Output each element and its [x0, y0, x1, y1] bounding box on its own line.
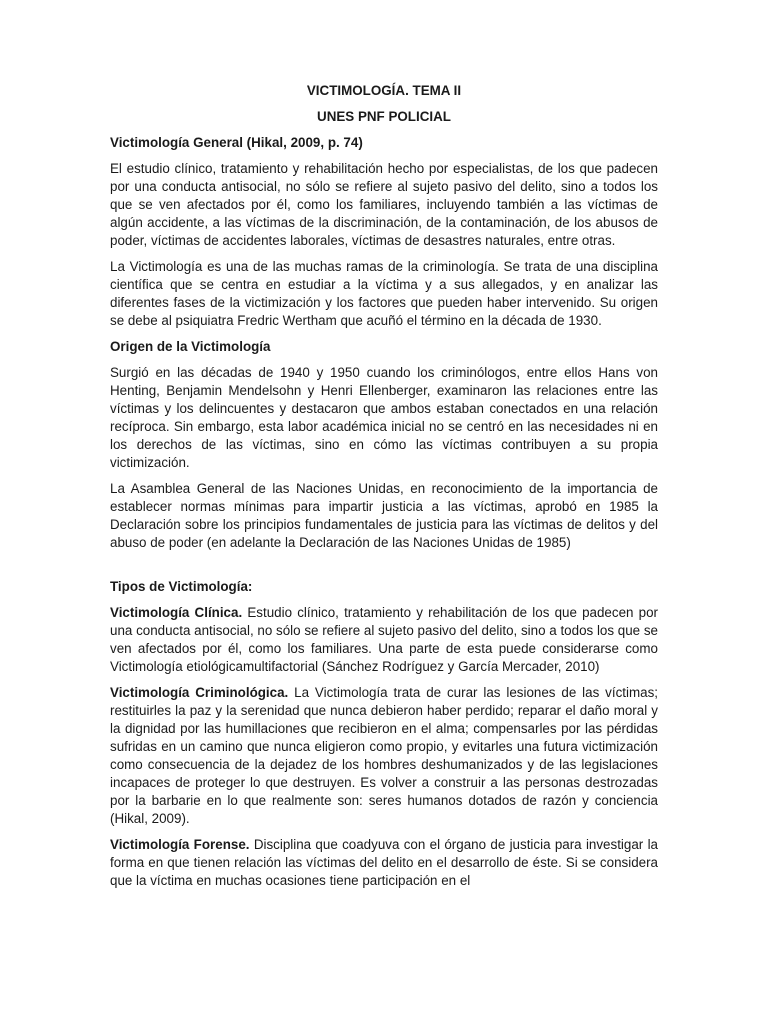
term-label: Victimología Clínica. — [110, 605, 243, 620]
section-heading-tipos: Tipos de Victimología: — [110, 579, 253, 594]
paragraph: La Victimología es una de las muchas ramas de la criminología. Se trata de una disciplina científica que se centra en estudiar a la víctima y a sus allegados, y en analizar las diferentes fases de la victimización y los factores que pueden haber intervenido. Su origen se debe al psiquiatra Fredric Wertham que acuñó el término en la década de 1930. — [110, 259, 658, 328]
document-title: VICTIMOLOGÍA. TEMA II — [306, 83, 462, 98]
paragraph-victimologia-forense — [110, 836, 658, 890]
term-label: Victimología Criminológica. — [110, 685, 289, 700]
term-definition: Disciplina que coadyuva con el órgano de justicia para investigar la forma en que tienen relación las víctimas del delito en el desarrollo de éste. Si se considera que la víctima en muchas ocasiones tiene participación en el — [110, 837, 658, 888]
paragraph-victimologia-criminologica — [110, 684, 658, 828]
paragraph: Surgió en las décadas de 1940 y 1950 cuando los criminólogos, entre ellos Hans von Henting, Benjamin Mendelsohn y Henri Ellenberger, examinaron las relaciones entre las víctimas y los delincuentes y destacaron que ambos estaban conectados en una relación recíproca. Sin embargo, esta labor académica inicial no se centró en las necesidades ni en los derechos de las víctimas, sino en cómo las víctimas contribuyen a su propia victimización. — [110, 365, 658, 470]
section-heading-victimologia-general: Victimología General (Hikal, 2009, p. 74) — [110, 135, 363, 150]
paragraph: La Asamblea General de las Naciones Unidas, en reconocimiento de la importancia de establecer normas mínimas para impartir justicia a las víctimas, aprobó en 1985 la Declaración sobre los principios fundamentales de justicia para las víctimas de delitos y del abuso de poder (en adelante la Declaración de las Naciones Unidas de 1985) — [110, 481, 658, 550]
term-label: Victimología Forense. — [110, 837, 250, 852]
document-page — [110, 82, 658, 898]
term-definition: Estudio clínico, tratamiento y rehabilitación de los que padecen por una conducta antisocial, no sólo se refiere al sujeto pasivo del delito, sino a todos los que se ven afectados por él, como los familiares. Una parte de esta puede considerarse como Victimología etiológicamultifactorial (Sánchez Rodríguez y García Mercader, 2010) — [110, 605, 659, 674]
spacer — [110, 560, 658, 578]
section-heading-origen: Origen de la Victimología — [110, 339, 271, 354]
term-definition: La Victimología trata de curar las lesiones de las víctimas; restituirles la paz y la serenidad que nunca debieron haber perdido; reparar el daño moral y la dignidad por las humillaciones que recibieron en el alma; compensarles por las pérdidas sufridas en un camino que nunca eligieron como propio, y evitarles una futura victimización como consecuencia de la dejadez de los hombres deshumanizados y de las legislaciones incapaces de proteger lo que destruyen. Es volver a construir a las personas destrozadas por la barbarie en lo que realmente son: seres humanos dotados de razón y conciencia (Hikal, 2009). — [110, 685, 658, 826]
paragraph: El estudio clínico, tratamiento y rehabilitación hecho por especialistas, de los que padecen por una conducta antisocial, no sólo se refiere al sujeto pasivo del delito, sino a todos los que se ven afectados por él, como los familiares, incluyendo también a las víctimas de algún accidente, a las víctimas de la discriminación, de la contaminación, de los abusos de poder, víctimas de accidentes laborales, víctimas de desastres naturales, entre otras. — [110, 161, 658, 248]
document-subtitle: UNES PNF POLICIAL — [317, 109, 451, 124]
paragraph-victimologia-clinica — [110, 604, 658, 676]
